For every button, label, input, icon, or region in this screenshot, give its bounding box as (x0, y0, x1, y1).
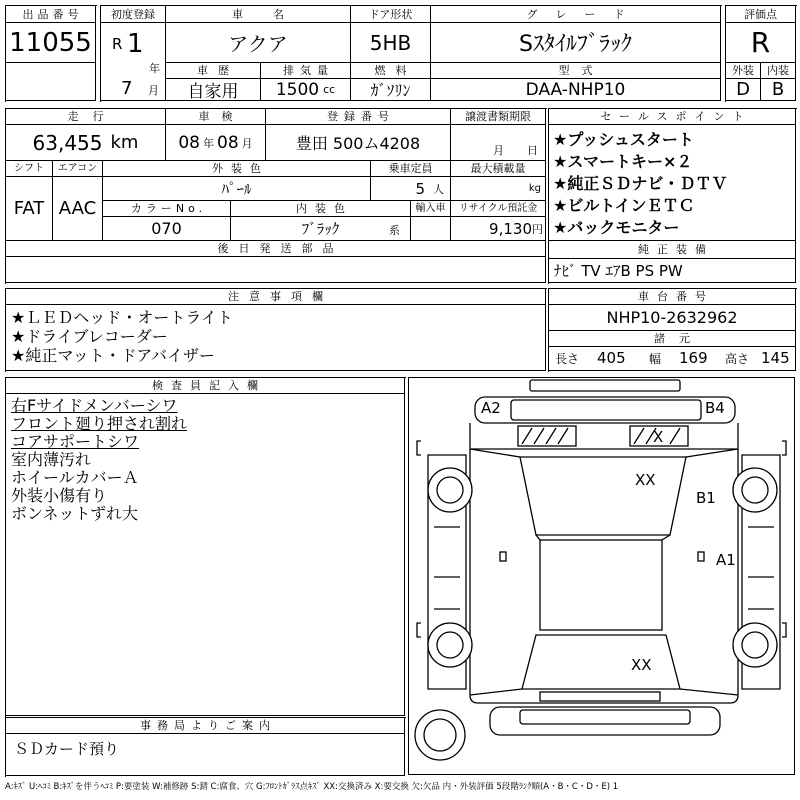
color-no-value: 070 (103, 217, 231, 241)
hood-outline (470, 423, 738, 449)
list-item: ★純正マット・ドアバイザー (11, 346, 215, 365)
recycle-deposit-unit: 円 (532, 222, 543, 236)
list-item: フロント廻り押され割れ (11, 414, 188, 433)
bracket-rear-left (417, 623, 421, 637)
chassis-label: 車台番号 (549, 289, 796, 305)
left-door-handle (500, 552, 506, 561)
rear-bumper (490, 707, 720, 735)
registration-number-value: 豊田 500ム4208 (266, 125, 451, 161)
damage-diagram (408, 377, 795, 775)
specs-height-value: 145 (761, 349, 790, 367)
lot-number-value: 11055 (6, 23, 96, 63)
office-block (5, 717, 406, 777)
score-label: 評価点 (726, 6, 796, 23)
specs-length-value: 405 (597, 349, 626, 367)
interior-color-suffix: 系 (389, 224, 400, 237)
first-registration-label: 初度登録 (101, 6, 166, 23)
vehicle-inspection-year: 08 (178, 132, 200, 153)
list-item: ホイールカバーＡ (11, 468, 139, 487)
grade-label: グレード (431, 6, 721, 23)
pillar-lines (470, 449, 738, 695)
left-headlight-hatch (522, 428, 568, 444)
bracket-front-right (782, 441, 786, 455)
door-type-value: 5HB (351, 23, 431, 63)
wheel-front-left (428, 468, 472, 512)
aircon-label: エアコン (53, 161, 103, 177)
later-parts-label: 後日発送部品 (6, 241, 546, 257)
bracket-front-left (417, 441, 421, 455)
wheel-rear-right (733, 623, 777, 667)
specs-height-label: 高さ (725, 352, 750, 366)
transfer-deadline-cell (451, 125, 546, 161)
car-name-label: 車名 (166, 6, 351, 23)
bracket-rear-right (782, 623, 786, 637)
notes-list (6, 305, 546, 371)
first-registration-year-unit: 年 (149, 62, 160, 75)
aircon-value: AAC (53, 177, 103, 241)
list-item: 右Fサイドメンバーシワ (11, 396, 178, 415)
specs-length-label: 長さ (555, 352, 580, 366)
fuel-value: ｶﾞｿﾘﾝ (351, 79, 431, 101)
seating-capacity-label: 乗車定員 (371, 161, 451, 177)
history-value: 自家用 (166, 79, 261, 101)
displacement-cell (261, 79, 351, 101)
office-value: ＳＤカード預り (6, 734, 405, 776)
transfer-deadline-month-unit: 月 (493, 144, 504, 157)
list-item: ボンネットずれ大 (11, 504, 139, 523)
vehicle-inspection-month: 08 (217, 132, 239, 153)
shift-value: FAT (6, 177, 53, 241)
legend-text: A:ｷｽﾞ U:ﾍｺﾐ B:ｷｽﾞを伴うﾍｺﾐ P:要塗装 W:補修跡 S:錆 C:腐食、穴 G:ﾌﾛﾝﾄｶﾞﾗｽ点ｷｽﾞ XX:交換済み X:要交換 欠:欠品 内・外装評価 5段階ﾗﾝｸ順(A・B・C・D・E) 1 (5, 782, 619, 792)
vehicle-inspection-month-unit: 月 (241, 136, 253, 150)
exterior-color-value: ﾊﾟｰﾙ (103, 177, 371, 201)
exterior-grade-label: 外装 (726, 63, 761, 79)
displacement-label: 排気量 (261, 63, 351, 79)
first-registration-cell (101, 23, 166, 101)
imported-label: 輸入車 (411, 201, 451, 217)
first-registration-month: 7 (121, 78, 133, 99)
seating-capacity-value: 5 (415, 179, 425, 198)
later-parts-body (6, 257, 546, 283)
color-no-label: カラーNo. (103, 201, 231, 217)
damage-mark: B4 (705, 399, 725, 417)
inspector-list (6, 394, 405, 716)
max-load-label: 最大積載量 (451, 161, 546, 177)
details-block (5, 108, 547, 284)
first-registration-year: 1 (127, 29, 144, 59)
rear-bumper-inner (520, 710, 690, 724)
list-item: ★スマートキー×２ (553, 152, 693, 171)
transfer-deadline-label: 譲渡書類期限 (451, 109, 546, 125)
list-item: 室内薄汚れ (11, 450, 92, 469)
roof (540, 540, 662, 630)
interior-color-label: 内装色 (231, 201, 411, 217)
specs-width-value: 169 (679, 349, 708, 367)
rear-window (522, 635, 680, 689)
fuel-label: 燃料 (351, 63, 431, 79)
list-item: ★ドライブレコーダー (11, 327, 168, 346)
score-block (725, 5, 797, 102)
history-label: 車歴 (166, 63, 261, 79)
list-item: ★バックモニター (553, 218, 680, 237)
exterior-grade-value: D (726, 79, 761, 101)
vehicle-inspection-year-unit: 年 (203, 136, 214, 150)
chassis-block (548, 288, 797, 372)
damage-mark: A1 (716, 551, 736, 569)
damage-mark: X (653, 428, 664, 446)
damage-mark: XX (635, 471, 656, 489)
damage-mark: B1 (696, 489, 716, 507)
specs-width-label: 幅 (649, 352, 662, 366)
front-grille (511, 400, 701, 420)
grade-value: Sｽﾀｲﾙﾌﾞﾗｯｸ (431, 23, 721, 63)
office-label: 事務局よりご案内 (6, 718, 405, 734)
list-item: ★ＬＥＤヘッド・オートライト (11, 308, 233, 327)
notes-block (5, 288, 547, 372)
car-name-value: アクア (166, 23, 351, 63)
equipment-value: ﾅﾋﾞ TV ｴｱB PS PW (549, 259, 796, 283)
sales-block (548, 108, 797, 284)
model-code-label: 型式 (431, 63, 721, 79)
equipment-label: 純正装備 (549, 241, 796, 259)
rear-garnish (540, 692, 660, 701)
interior-grade-label: 内装 (761, 63, 796, 79)
car-outline-svg (409, 378, 794, 774)
mileage-value: 63,455 (32, 130, 103, 155)
registration-number-label: 登録番号 (266, 109, 451, 125)
mileage-unit: km (110, 132, 139, 153)
chassis-value: NHP10-2632962 (549, 305, 796, 331)
wheel-front-right (733, 468, 777, 512)
displacement-unit: cc (323, 83, 336, 96)
seating-capacity-unit: 人 (433, 182, 444, 196)
sales-points-label: セールスポイント (549, 109, 796, 125)
inspector-label: 検査員記入欄 (6, 378, 405, 394)
interior-grade-value: B (761, 79, 796, 101)
score-value: R (726, 23, 796, 63)
inspector-block (5, 377, 406, 717)
front-bumper (475, 397, 735, 423)
model-code-value: DAA-NHP10 (431, 79, 721, 101)
list-item: 外装小傷有り (11, 486, 108, 505)
spare-tire-hub (424, 719, 456, 751)
damage-mark: A2 (481, 399, 501, 417)
interior-color-cell (231, 217, 411, 241)
max-load-unit: kg (528, 183, 541, 194)
windshield (520, 457, 686, 535)
max-load-cell (451, 177, 546, 201)
vehicle-info-block (100, 5, 722, 102)
front-bumper-top (530, 380, 680, 391)
sales-points-list (549, 125, 796, 241)
specs-row (549, 347, 796, 371)
right-door-handle (698, 552, 704, 561)
mileage-label: 走行 (6, 109, 166, 125)
exterior-color-label: 外装色 (103, 161, 371, 177)
seating-capacity-cell (371, 177, 451, 201)
wheel-rear-left (428, 623, 472, 667)
interior-color-value: ﾌﾞﾗｯｸ (301, 220, 340, 238)
list-item: ★プッシュスタート (553, 130, 694, 149)
recycle-deposit-value: 9,130 (489, 219, 532, 238)
mileage-cell (6, 125, 166, 161)
recycle-deposit-label: リサイクル預託金 (451, 201, 546, 217)
lot-extra-cell (6, 63, 96, 101)
first-registration-era: R (112, 35, 123, 53)
displacement-value: 1500 (275, 79, 320, 100)
lot-block (5, 5, 97, 102)
notes-label: 注意事項欄 (6, 289, 546, 305)
recycle-deposit-cell (451, 217, 546, 241)
list-item: コアサポートシワ (11, 432, 140, 451)
damage-mark: XX (631, 656, 652, 674)
shift-label: シフト (6, 161, 53, 177)
body-outline (470, 449, 738, 703)
list-item: ★ビルトインＥＴＣ (553, 196, 695, 215)
transfer-deadline-day-unit: 日 (527, 144, 538, 157)
lot-number-label: 出品番号 (6, 6, 96, 23)
list-item: ★純正ＳＤナビ・ＤＴＶ (553, 174, 728, 193)
spare-tire (415, 710, 465, 760)
specs-label: 諸元 (549, 331, 796, 347)
first-registration-month-unit: 月 (148, 84, 159, 97)
vehicle-inspection-cell (166, 125, 266, 161)
vehicle-inspection-label: 車検 (166, 109, 266, 125)
imported-value-cell (411, 217, 451, 241)
door-type-label: ドア形状 (351, 6, 431, 23)
